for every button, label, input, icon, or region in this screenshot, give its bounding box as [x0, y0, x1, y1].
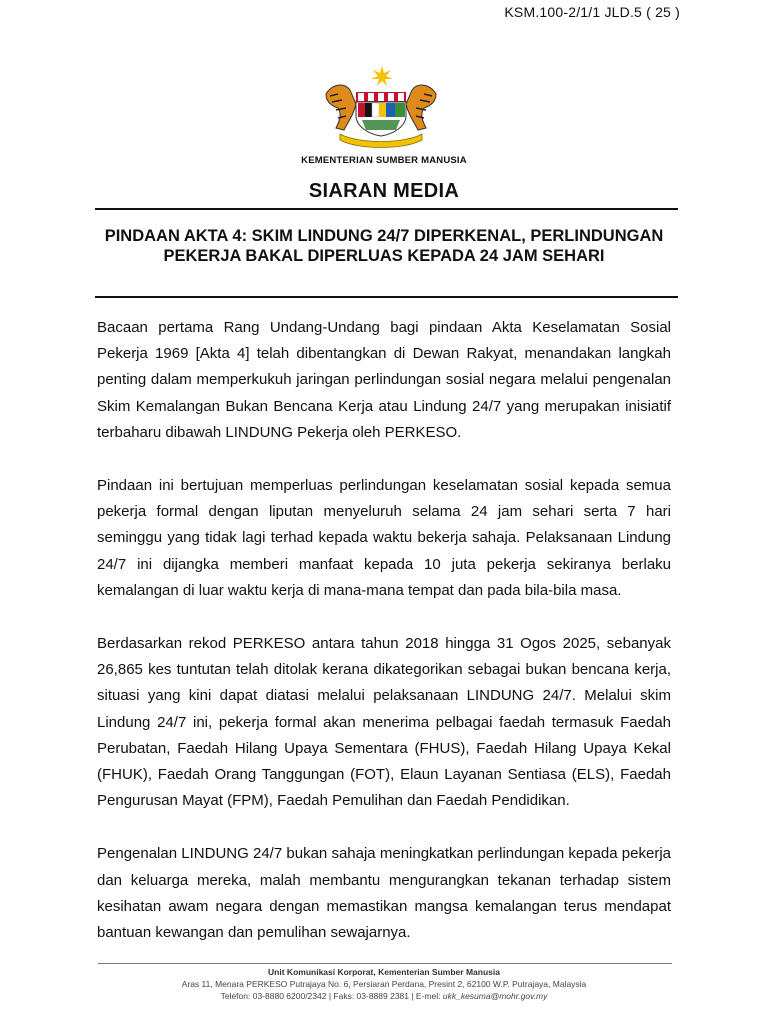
- body-paragraph: Pindaan ini bertujuan memperluas perlindungan keselamatan sosial kepada semua pekerja formal dengan liputan menyeluruh selama 24 jam sehari serta 7 hari seminggu yang tidak lagi terhad kepada waktu bekerja sahaja. Pelaksanaan Lindung 24/7 ini dijangka memberi manfaat kepada 10 juta pekerja sekiranya berlaku kemalangan di luar waktu kerja di mana-mana tempat dan pada bila-bila masa.: [97, 477, 671, 599]
- headline-divider: [95, 296, 678, 298]
- footer-contact-text: Telefon: 03-8880 6200/2342 | Faks: 03-8889 2381 | E-mel:: [220, 991, 443, 1001]
- body-paragraph: Bacaan pertama Rang Undang-Undang bagi pindaan Akta Keselamatan Sosial Pekerja 1969 [Akta 4] telah dibentangkan di Dewan Rakyat, menandakan langkah penting dalam memperkukuh jaringan perlindungan sosial negara melalui pengenalan Skim Kemalangan Bukan Bencana Kerja atau Lindung 24/7 yang merupakan inisiatif terbaharu dibawah LINDUNG Pekerja oleh PERKESO.: [97, 319, 671, 441]
- footer-address: Aras 11, Menara PERKESO Putrajaya No. 6, Persiaran Perdana, Presint 2, 62100 W.P. Putrajaya, Malaysia: [181, 979, 587, 989]
- footer-contact: [0, 990, 768, 1002]
- press-release-headline: PINDAAN AKTA 4: SKIM LINDUNG 24/7 DIPERKENAL, PERLINDUNGAN PEKERJA BAKAL DIPERLUAS KEPADA 24 JAM SEHARI: [104, 227, 664, 265]
- footer-email-link[interactable]: ukk_kesuma@mohr.gov.my: [442, 991, 548, 1001]
- ministry-name: KEMENTERIAN SUMBER MANUSIA: [301, 155, 467, 166]
- title-divider: [95, 208, 678, 210]
- page-footer: [0, 966, 768, 1002]
- body-paragraph: Pengenalan LINDUNG 24/7 bukan sahaja meningkatkan perlindungan kepada pekerja dan keluarga mereka, malah membantu mengurangkan tekanan terhadap sistem kesihatan awam negara dengan memastikan mangsa kemalangan terus mendapat bantuan kewangan dan pemulihan sewajarnya.: [97, 845, 671, 942]
- press-release-body: [97, 315, 671, 946]
- footer-unit: Unit Komunikasi Korporat, Kementerian Sumber Manusia: [268, 967, 500, 977]
- reference-number: KSM.100-2/1/1 JLD.5 ( 25 ): [504, 4, 680, 20]
- document-type-title: SIARAN MEDIA: [308, 180, 460, 202]
- malaysia-coat-of-arms-icon: [318, 64, 444, 150]
- body-paragraph: Berdasarkan rekod PERKESO antara tahun 2018 hingga 31 Ogos 2025, sebanyak 26,865 kes tuntutan telah ditolak kerana dikategorikan sebagai bukan bencana kerja, situasi yang kini dapat diatasi melalui pelaksanaan LINDUNG 24/7. Melalui skim Lindung 24/7 ini, pekerja formal akan menerima pelbagai faedah termasuk Faedah Perubatan, Faedah Hilang Upaya Sementara (FHUS), Faedah Hilang Upaya Kekal (FHUK), Faedah Orang Tanggungan (FOT), Elaun Layanan Sentiasa (ELS), Faedah Pengurusan Mayat (FPM), Faedah Pemulihan dan Faedah Pendidikan.: [97, 635, 671, 810]
- footer-divider: [98, 963, 672, 964]
